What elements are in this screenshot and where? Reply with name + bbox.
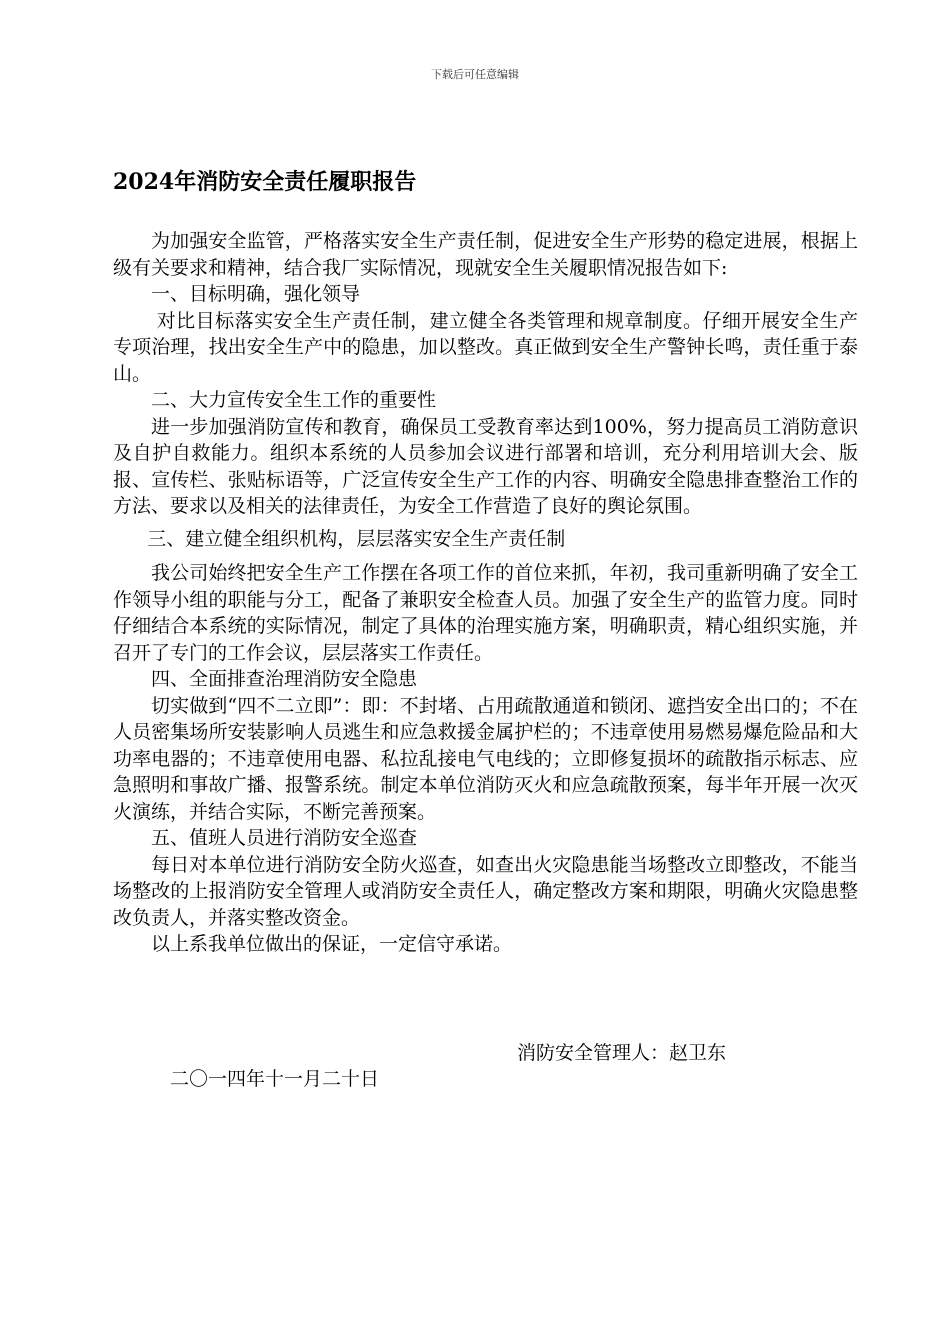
section-heading-4: 四、全面排查治理消防安全隐患 (151, 668, 418, 690)
section-paragraph-2: 进一步加强消防宣传和教育，确保员工受教育率达到100%，努力提高员工消防意识及自护自救能力。组织本系统的人员参加会议进行部署和培训，充分利用培训大会、版报、宣传栏、张贴标语等，广泛宣传安全生产工作的内容、明确安全隐患排查整治工作的方法、要求以及相关的法律责任，为安全工作营造了良好的舆论氛围。 (113, 415, 858, 517)
page-title: 2024年消防安全责任履职报告 (113, 169, 417, 195)
report-body (113, 228, 858, 958)
section-heading-1: 一、目标明确，强化领导 (151, 283, 361, 305)
section-heading-5: 五、值班人员进行消防安全巡查 (151, 827, 418, 849)
header-note: 下载后可任意编辑 (431, 68, 519, 81)
section-heading-3: 三、建立健全组织机构，层层落实安全生产责任制 (147, 527, 566, 550)
signature-line: 消防安全管理人：赵卫东 (517, 1042, 727, 1064)
section-paragraph-4: 切实做到“四不二立即”：即：不封堵、占用疏散通道和锁闭、遮挡安全出口的；不在人员密集场所安装影响人员逃生和应急救援金属护栏的；不违章使用易燃易爆危险品和大功率电器的；不违章使用电器、私拉乱接电气电线的；立即修复损坏的疏散指示标志、应急照明和事故广播、报警系统。制定本单位消防灭火和应急疏散预案，每半年开展一次灭火演练，并结合实际，不断完善预案。 (113, 694, 858, 823)
intro-paragraph: 为加强安全监管，严格落实安全生产责任制，促进安全生产形势的稳定进展，根据上级有关要求和精神，结合我厂实际情况，现就安全生关履职情况报告如下: (113, 230, 858, 279)
closing-paragraph: 以上系我单位做出的保证，一定信守承诺。 (151, 933, 513, 955)
date-line: 二〇一四年十一月二十日 (170, 1068, 380, 1090)
section-paragraph-3: 我公司始终把安全生产工作摆在各项工作的首位来抓，年初，我司重新明确了安全工作领导小组的职能与分工，配备了兼职安全检查人员。加强了安全生产的监管力度。同时仔细结合本系统的实际情况，制定了具体的治理实施方案，明确职责，精心组织实施，并召开了专门的工作会议，层层落实工作责任。 (113, 562, 858, 664)
section-paragraph-1: 对比目标落实安全生产责任制，建立健全各类管理和规章制度。仔细开展安全生产专项治理，找出安全生产中的隐患，加以整改。真正做到安全生产警钟长鸣，责任重于泰山。 (113, 309, 858, 385)
section-paragraph-5: 每日对本单位进行消防安全防火巡查，如查出火灾隐患能当场整改立即整改，不能当场整改的上报消防安全管理人或消防安全责任人，确定整改方案和期限，明确火灾隐患整改负责人，并落实整改资金。 (113, 853, 858, 929)
section-heading-2: 二、大力宣传安全生工作的重要性 (151, 389, 437, 411)
